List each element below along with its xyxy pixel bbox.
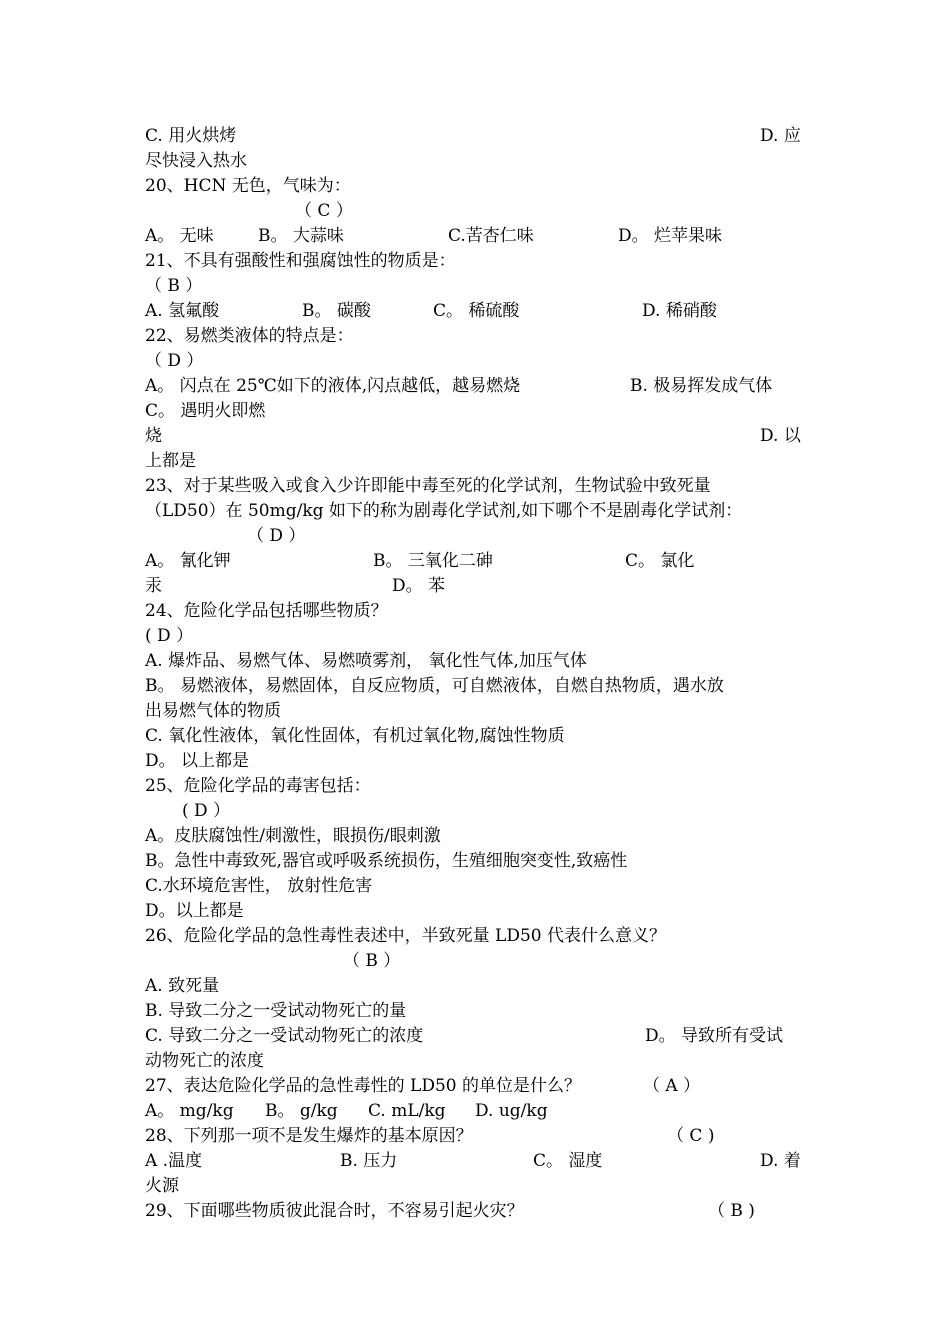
- answer: （ B ): [708, 1201, 755, 1221]
- answer: （ A ）: [643, 1076, 701, 1096]
- question-28: [145, 1124, 805, 1149]
- option-b: B。 大蒜味: [258, 226, 344, 246]
- option-a: A。 氰化钾: [145, 551, 231, 571]
- option-b: B。急性中毒致死,器官或呼吸系统损伤，生殖细胞突变性,致癌性: [145, 851, 628, 871]
- answer: ( D ）: [145, 626, 194, 646]
- option-a: A。 mg/kg: [145, 1101, 234, 1121]
- text-line: 动物死亡的浓度: [145, 1051, 264, 1071]
- options-line: [145, 1099, 805, 1124]
- question-25: 25、危险化学品的毒害包括：: [145, 776, 371, 796]
- answer-line: [145, 799, 805, 824]
- answer-line: [145, 949, 805, 974]
- answer: （ D ）: [145, 351, 204, 371]
- option-b: B。 碳酸: [302, 301, 371, 321]
- option-a: A. 致死量: [145, 976, 220, 996]
- text-line: [145, 124, 805, 149]
- question-26: 26、危险化学品的急性毒性表述中，半致死量 LD50 代表什么意义？: [145, 926, 666, 946]
- option-d: D。 烂苹果味: [618, 226, 723, 246]
- option-d: D. 应: [760, 126, 801, 146]
- answer: （ B ）: [145, 276, 203, 296]
- option-c: C。 稀硫酸: [433, 301, 520, 321]
- question-24: 24、危险化学品包括哪些物质？: [145, 601, 388, 621]
- option-a: A .温度: [145, 1151, 203, 1171]
- answer: （ B ）: [343, 951, 401, 971]
- option-c: C. 用火烘烤: [145, 126, 237, 146]
- options-line: [145, 549, 805, 574]
- question-text: 27、表达危险化学品的急性毒性的 LD50 的单位是什么？: [145, 1076, 581, 1096]
- option-b: B。 三氧化二砷: [373, 551, 493, 571]
- options-line: [145, 224, 805, 249]
- option-d: D。以上都是: [145, 901, 244, 921]
- option-c: C.苦杏仁味: [448, 226, 534, 246]
- question-23: 23、对于某些吸入或食入少许即能中毒至死的化学试剂，生物试验中致死量: [145, 476, 711, 496]
- option-b-cont: 出易燃气体的物质: [145, 701, 281, 721]
- option-c: C.水环境危害性， 放射性危害: [145, 876, 373, 896]
- answer: ( D ）: [182, 801, 231, 821]
- question-22: 22、易燃类液体的特点是：: [145, 326, 354, 346]
- option-d: D. 稀硝酸: [642, 301, 717, 321]
- option-d: D。 导致所有受试: [645, 1026, 784, 1046]
- option-b: B。 g/kg: [265, 1101, 338, 1121]
- text-line: 上都是: [145, 451, 196, 471]
- option-d: D. 以: [760, 426, 801, 446]
- option-d: D. 着: [760, 1151, 801, 1171]
- answer: （ D ）: [247, 526, 306, 546]
- option-c: C. mL/kg: [368, 1101, 446, 1121]
- option-c: C。 氯化: [625, 551, 695, 571]
- answer: （ C ): [667, 1126, 715, 1146]
- text-line: [145, 574, 805, 599]
- answer-line: [145, 199, 805, 224]
- options-line: [145, 1024, 805, 1049]
- option-c: C. 氧化性液体，氧化性固体，有机过氧化物,腐蚀性物质: [145, 726, 565, 746]
- question-27: [145, 1074, 805, 1099]
- options-line: [145, 299, 805, 324]
- answer: （ C ）: [295, 201, 353, 221]
- option-a: A。皮肤腐蚀性/刺激性，眼损伤/眼刺激: [145, 826, 441, 846]
- option-a: A。 无味: [145, 226, 214, 246]
- option-b: B. 导致二分之一受试动物死亡的量: [145, 1001, 407, 1021]
- text-fragment: 烧: [145, 426, 162, 446]
- question-29: [145, 1199, 805, 1224]
- text-line: [145, 424, 805, 449]
- option-b: B。 易燃液体，易燃固体，自反应物质，可自燃液体，自燃自热物质，遇水放: [145, 676, 724, 696]
- option-c: C。 遇明火即燃: [145, 401, 266, 421]
- question-text: 29、下面哪些物质彼此混合时，不容易引起火灾？: [145, 1201, 524, 1221]
- options-line: [145, 1149, 805, 1174]
- answer-line: [145, 524, 805, 549]
- options-line: [145, 374, 805, 399]
- question-21: 21、不具有强酸性和强腐蚀性的物质是：: [145, 251, 456, 271]
- text-fragment: 汞: [145, 576, 162, 596]
- option-d: D. ug/kg: [475, 1101, 548, 1121]
- option-a: A. 爆炸品、易燃气体、易燃喷雾剂， 氧化性气体,加压气体: [145, 651, 587, 671]
- option-a: A。 闪点在 25℃如下的液体,闪点越低，越易燃烧: [145, 376, 521, 396]
- text-line: 火源: [145, 1176, 179, 1196]
- option-a: A. 氢氟酸: [145, 301, 220, 321]
- question-20: 20、HCN 无色，气味为：: [145, 176, 351, 196]
- option-d: D。 以上都是: [145, 751, 250, 771]
- option-c: C。 湿度: [533, 1151, 603, 1171]
- option-c: C. 导致二分之一受试动物死亡的浓度: [145, 1026, 424, 1046]
- option-d: D。 苯: [392, 576, 446, 596]
- text-line: 尽快浸入热水: [145, 151, 247, 171]
- question-23-cont: （LD50）在 50mg/kg 如下的称为剧毒化学试剂,如下哪个不是剧毒化学试剂：: [145, 501, 743, 521]
- question-text: 28、下列那一项不是发生爆炸的基本原因？: [145, 1126, 473, 1146]
- option-b: B. 极易挥发成气体: [630, 376, 773, 396]
- option-b: B. 压力: [340, 1151, 398, 1171]
